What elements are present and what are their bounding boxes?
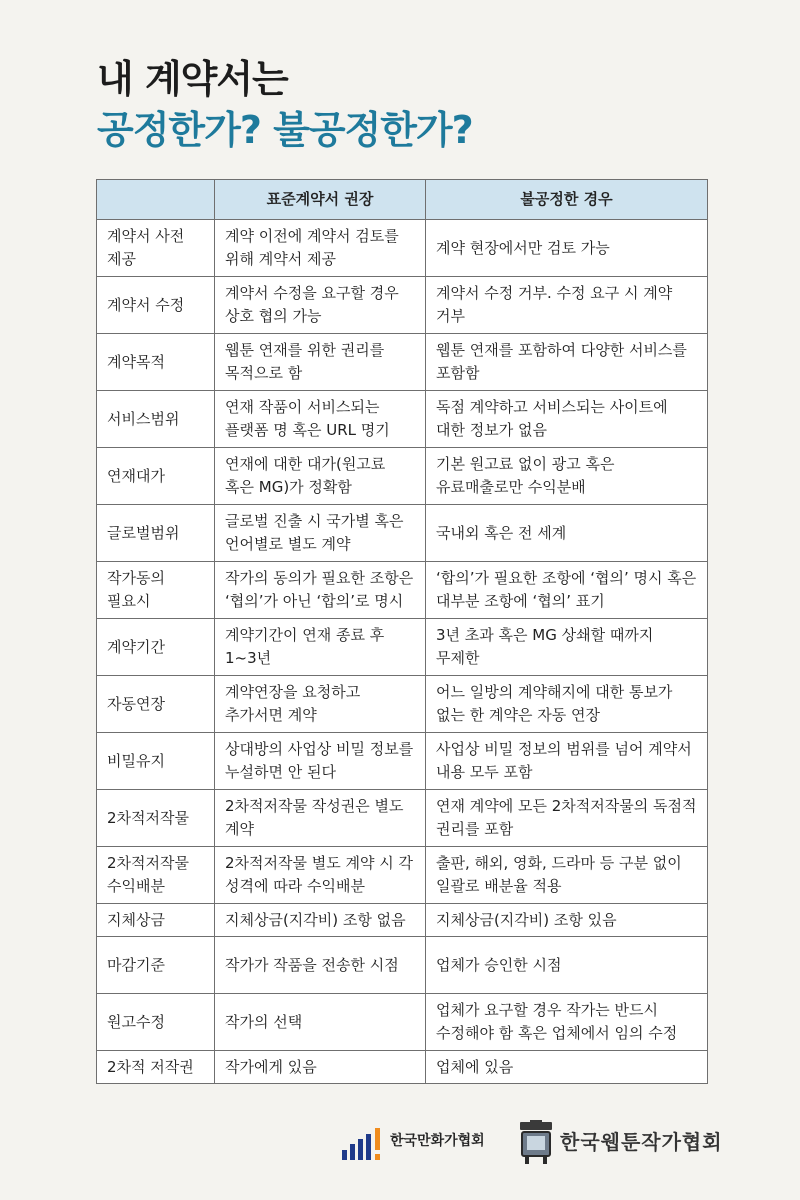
table-row: [97, 220, 708, 277]
row-standard: 작가의 동의가 필요한 조항은 ‘협의’가 아닌 ‘합의’로 명시: [215, 562, 426, 619]
contract-comparison-table: [96, 179, 708, 1084]
row-unfair: 업체에 있음: [426, 1051, 708, 1084]
row-unfair: 어느 일방의 계약해지에 대한 통보가 없는 한 계약은 자동 연장: [426, 676, 708, 733]
table-row: [97, 937, 708, 994]
table-row: [97, 733, 708, 790]
table-row: [97, 505, 708, 562]
row-item: 글로벌범위: [97, 505, 215, 562]
row-unfair: 독점 계약하고 서비스되는 사이트에 대한 정보가 없음: [426, 391, 708, 448]
row-item: 비밀유지: [97, 733, 215, 790]
row-unfair: 계약 현장에서만 검토 가능: [426, 220, 708, 277]
row-item: 2차적 저작권: [97, 1051, 215, 1084]
table-row: [97, 1051, 708, 1084]
row-unfair: 출판, 해외, 영화, 드라마 등 구분 없이 일괄로 배분율 적용: [426, 847, 708, 904]
table-row: [97, 391, 708, 448]
row-unfair: 기본 원고료 없이 광고 혹은 유료매출로만 수익분배: [426, 448, 708, 505]
row-unfair: 사업상 비밀 정보의 범위를 넘어 계약서 내용 모두 포함: [426, 733, 708, 790]
row-unfair: 계약서 수정 거부. 수정 요구 시 계약 거부: [426, 277, 708, 334]
table-row: [97, 790, 708, 847]
row-item: 작가동의 필요시: [97, 562, 215, 619]
row-item: 원고수정: [97, 994, 215, 1051]
row-standard: 웹툰 연재를 위한 권리를 목적으로 함: [215, 334, 426, 391]
table-row: [97, 676, 708, 733]
table-row: [97, 448, 708, 505]
webtoon-writers-association-name: 한국웹툰작가협회: [560, 1130, 723, 1154]
row-item: 계약서 수정: [97, 277, 215, 334]
row-unfair: 업체가 요구할 경우 작가는 반드시 수정해야 함 혹은 업체에서 임의 수정: [426, 994, 708, 1051]
row-standard: 작가에게 있음: [215, 1051, 426, 1084]
row-unfair: 연재 계약에 모든 2차적저작물의 독점적 권리를 포함: [426, 790, 708, 847]
table-row: [97, 562, 708, 619]
row-unfair: 지체상금(지각비) 조항 있음: [426, 904, 708, 937]
row-unfair: ‘합의’가 필요한 조항에 ‘협의’ 명시 혹은 대부분 조항에 ‘협의’ 표기: [426, 562, 708, 619]
table-row: [97, 619, 708, 676]
table-row: [97, 994, 708, 1051]
page-title-line1: 내 계약서는: [97, 57, 288, 101]
row-standard: 작가의 선택: [215, 994, 426, 1051]
row-item: 마감기준: [97, 937, 215, 994]
row-item: 계약서 사전 제공: [97, 220, 215, 277]
table-row: [97, 904, 708, 937]
row-item: 2차적저작물: [97, 790, 215, 847]
cartoonist-association-logo-icon: [340, 1126, 384, 1162]
row-item: 자동연장: [97, 676, 215, 733]
row-standard: 작가가 작품을 전송한 시점: [215, 937, 426, 994]
row-standard: 글로벌 진출 시 국가별 혹은 언어별로 별도 계약: [215, 505, 426, 562]
footer-logos: [0, 1120, 800, 1170]
table-row: [97, 847, 708, 904]
row-standard: 2차적저작물 별도 계약 시 각 성격에 따라 수익배분: [215, 847, 426, 904]
row-standard: 지체상금(지각비) 조항 없음: [215, 904, 426, 937]
row-unfair: 3년 초과 혹은 MG 상쇄할 때까지 무제한: [426, 619, 708, 676]
row-standard: 계약 이전에 계약서 검토를 위해 계약서 제공: [215, 220, 426, 277]
page-title-line2: 공정한가? 불공정한가?: [97, 108, 473, 152]
table-row: [97, 277, 708, 334]
row-standard: 계약기간이 연재 종료 후 1~3년: [215, 619, 426, 676]
row-item: 지체상금: [97, 904, 215, 937]
row-standard: 계약연장을 요청하고 추가서면 계약: [215, 676, 426, 733]
header-unfair: 불공정한 경우: [426, 180, 708, 220]
header-item: [97, 180, 215, 220]
row-standard: 상대방의 사업상 비밀 정보를 누설하면 안 된다: [215, 733, 426, 790]
row-standard: 연재에 대한 대가(원고료 혹은 MG)가 정확함: [215, 448, 426, 505]
row-unfair: 국내외 혹은 전 세계: [426, 505, 708, 562]
row-item: 계약목적: [97, 334, 215, 391]
webtoon-writers-association-logo-icon: [516, 1120, 556, 1166]
header-standard: 표준계약서 권장: [215, 180, 426, 220]
cartoonist-association-name: 한국만화가협회: [390, 1133, 485, 1149]
row-item: 2차적저작물 수익배분: [97, 847, 215, 904]
row-standard: 연재 작품이 서비스되는 플랫폼 명 혹은 URL 명기: [215, 391, 426, 448]
row-standard: 계약서 수정을 요구할 경우 상호 협의 가능: [215, 277, 426, 334]
row-unfair: 업체가 승인한 시점: [426, 937, 708, 994]
table-row: [97, 334, 708, 391]
row-item: 계약기간: [97, 619, 215, 676]
row-item: 서비스범위: [97, 391, 215, 448]
table-header-row: [97, 180, 708, 220]
row-item: 연재대가: [97, 448, 215, 505]
row-unfair: 웹툰 연재를 포함하여 다양한 서비스를 포함함: [426, 334, 708, 391]
row-standard: 2차적저작물 작성권은 별도 계약: [215, 790, 426, 847]
